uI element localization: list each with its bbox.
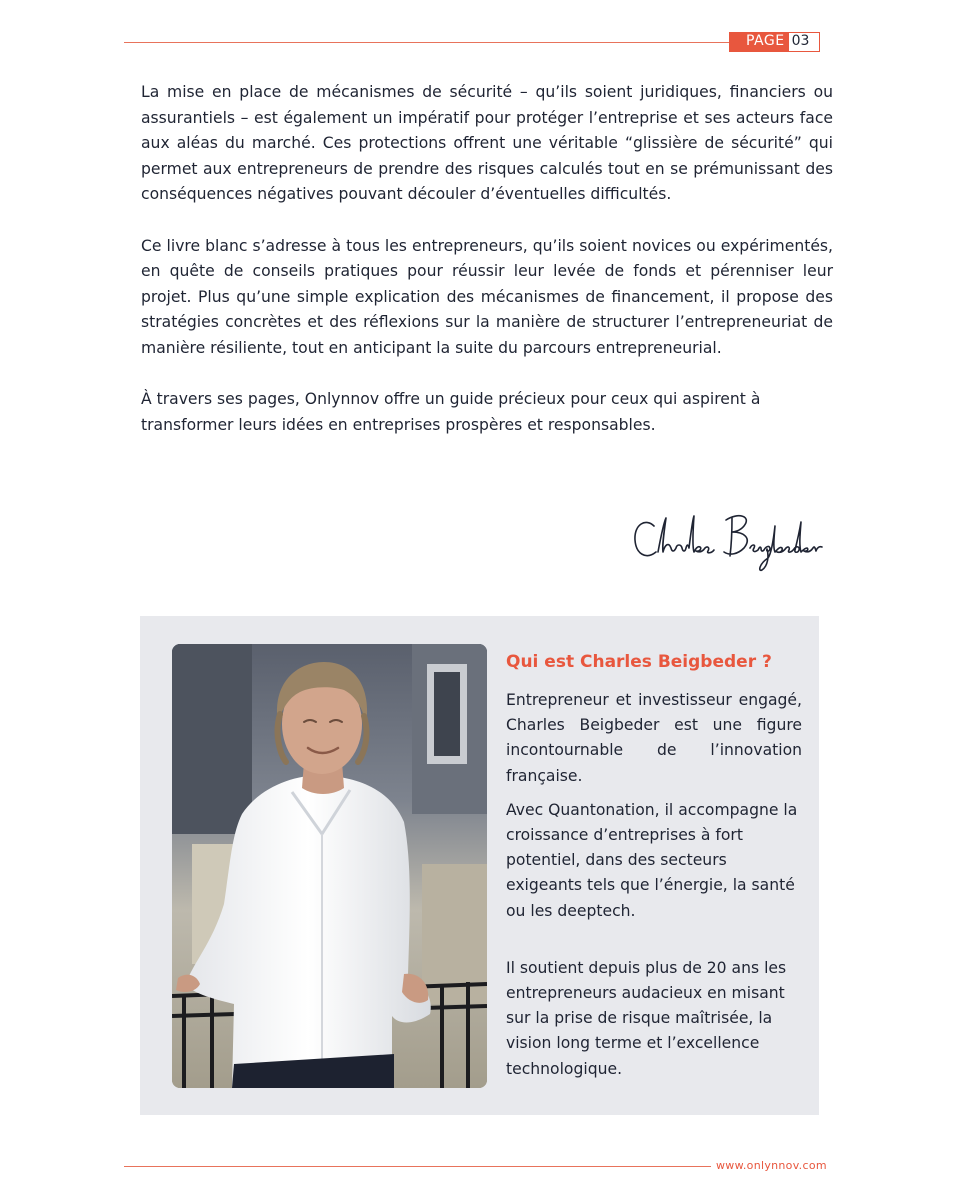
page-number-badge [729,32,820,52]
bio-paragraph: Avec Quantonation, il accompagne la croissance d’entreprises à fort potentiel, dans des secteurs exigeants tels que l’énergie, la santé ou les deeptech. [506,800,798,920]
bio-paragraph: Entrepreneur et investisseur engagé, Charles Beigbeder est une figure incontournable de l’innovation française. [506,691,802,785]
website-link[interactable]: www.onlynnov.com [716,1159,827,1172]
paragraph: Ce livre blanc s’adresse à tous les entrepreneurs, qu’ils soient novices ou expérimentés, en quête de conseils pratiques pour réussir leur levée de fonds et pérenniser leur projet. Plus qu’une simple explication des mécanismes de financement, il propose des stratégies concrètes et des réflexions sur la manière de structurer l’entrepreneuriat de manière résiliente, tout en anticipant la suite du parcours entrepreneurial. [141,236,833,357]
bio-text [506,650,802,1091]
header-rule [124,42,736,43]
bio-paragraph: Il soutient depuis plus de 20 ans les entrepreneurs audacieux en misant sur la prise de risque maîtrisée, la vision long terme et l’excellence technologique. [506,958,787,1078]
main-text [141,80,833,464]
footer-rule [124,1166,711,1167]
paragraph: À travers ses pages, Onlynnov offre un guide précieux pour ceux qui aspirent à transformer leurs idées en entreprises prospères et responsables. [141,390,761,434]
portrait-photo [172,644,487,1088]
page-label: PAGE [730,33,789,51]
paragraph: La mise en place de mécanismes de sécurité – qu’ils soient juridiques, financiers ou assurantiels – est également un impératif pour protéger l’entreprise et ses acteurs face aux aléas du marché. Ces protections offrent une véritable “glissière de sécurité” qui permet aux entrepreneurs de prendre des risques calculés tout en se prémunissant des conséquences négatives pouvant découler d’éventuelles difficultés. [141,83,833,204]
bio-title: Qui est Charles Beigbeder ? [506,652,772,672]
bio-card [140,616,819,1115]
signature [628,504,828,578]
page-number: 03 [789,33,820,51]
